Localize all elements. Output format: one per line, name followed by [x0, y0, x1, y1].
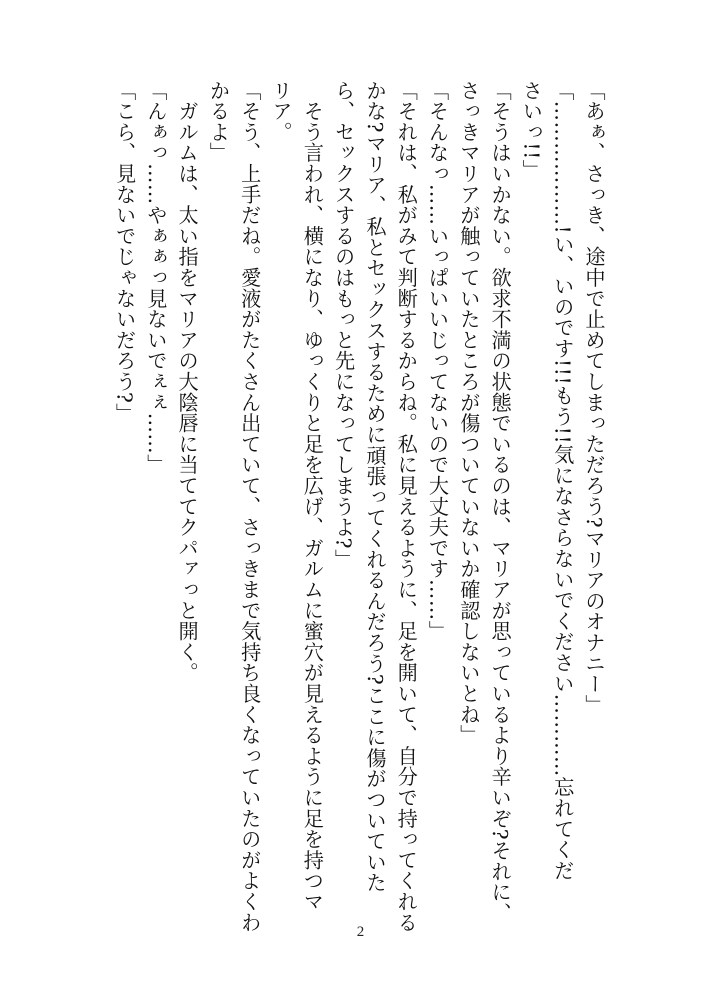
vertical-text-body	[108, 80, 609, 933]
text-column: 「そんなっ……いっぱいいじってないので大丈夫です……」	[425, 80, 450, 642]
text-column: ら、セックスするのはもっと先になってしまうよ?」	[331, 80, 356, 570]
text-column: 「………………!い、いのです!!!もう!!気になさらないでください…………忘れてくだ	[550, 80, 575, 881]
text-column: 「それは、私がみて判断するからね。私に見えるように、足を開いて、自分で持ってくれる	[394, 80, 419, 933]
text-column: 「んぁっ……やぁぁっ見ないでぇぇ……」	[143, 80, 168, 476]
text-column: かな?マリア、私とセックスするために頑張ってくれるんだろう?ここに傷がついていた	[362, 80, 387, 894]
text-column: 「あぁ、さっき、途中で止めてしまっただろう?マリアのオナニー」	[582, 80, 606, 716]
text-column: 「こら、見ないでじゃないだろう?」	[112, 80, 137, 425]
text-column: リア。	[269, 80, 294, 143]
text-column: ガルムは、太い指をマリアの大陰唇に当ててクパァっと開く。	[175, 80, 200, 684]
text-column: 「そうはいかない。欲求不満の状態でいるのは、マリアが思っているより辛いぞ?それに、	[488, 80, 513, 924]
page-number: 2	[356, 924, 365, 940]
text-column: かるよ」	[206, 80, 231, 164]
text-column: さっきマリアが触っていたところが傷ついていないか確認しないとね」	[456, 80, 481, 746]
text-column: さいっ!!」	[519, 80, 544, 181]
text-column: そう言われ、横になり、ゆっくりと足を広げ、ガルムに蜜穴が見えるように足を持つマ	[300, 80, 325, 912]
text-column: 「そう、上手だね。愛液がたくさん出ていて、さっきまで気持ち良くなっていたのがよくわ	[237, 80, 262, 933]
